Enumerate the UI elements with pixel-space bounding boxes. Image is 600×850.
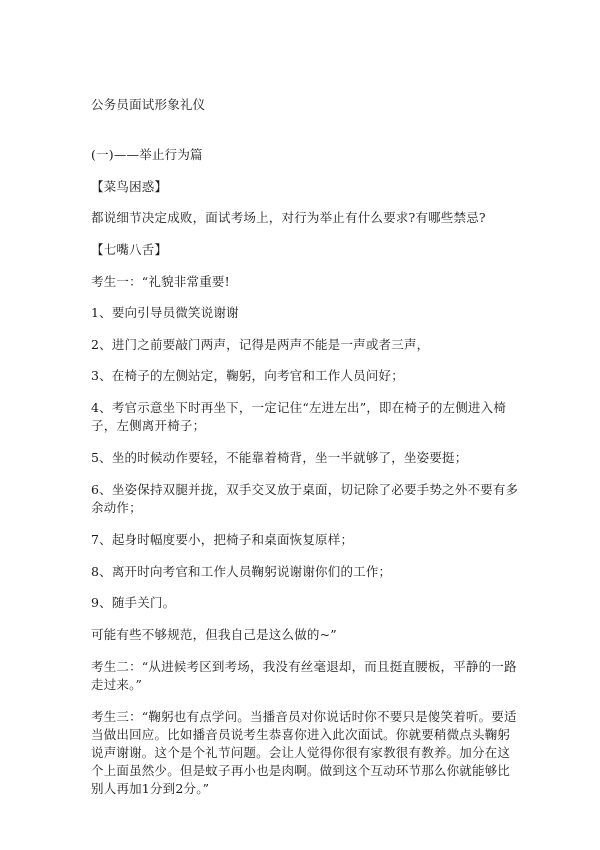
section-heading: (一)——举止行为篇 [91, 147, 203, 162]
question-paragraph: 都说细节决定成败，面试考场上，对行为举止有什么要求?有哪些禁忌? [91, 210, 486, 225]
list-item-6: 6、坐姿保持双腿并拢，双手交叉放于桌面，切记除了必要手势之外不要有多余动作； [91, 482, 519, 515]
candidate2-paragraph: 考生二：“从进候考区到考场，我没有丝毫退却，而且挺直腰板，平静的一路走过来。” [91, 659, 517, 692]
opinions-heading: 【七嘴八舌】 [91, 242, 168, 257]
list-item-2: 2、进门之前要敲门两声，记得是两声不能是一声或者三声， [91, 337, 430, 352]
list-item-4: 4、考官示意坐下时再坐下，一定记住“左进左出”，即在椅子的左侧进入椅子，左侧离开椅子； [91, 400, 507, 433]
list-item-5: 5、坐的时候动作要轻，不能靠着椅背，坐一半就够了，坐姿要挺； [91, 450, 468, 465]
confusion-heading: 【菜鸟困惑】 [91, 179, 168, 194]
list-item-7: 7、起身时幅度要小，把椅子和桌面恢复原样； [91, 532, 354, 547]
document-title: 公务员面试形象礼仪 [91, 97, 206, 112]
list-item-1: 1、要向引导员微笑说谢谢 [91, 305, 239, 320]
candidate1-outro: 可能有些不够规范，但我自己是这么做的~” [91, 627, 337, 642]
list-item-8: 8、离开时向考官和工作人员鞠躬说谢谢你们的工作； [91, 564, 392, 579]
candidate1-intro: 考生一：“礼貌非常重要! [91, 274, 230, 289]
list-item-9: 9、随手关门。 [91, 595, 176, 610]
list-item-3: 3、在椅子的左侧站定，鞠躬，向考官和工作人员问好； [91, 368, 404, 383]
candidate3-paragraph: 考生三：“鞠躬也有点学问。当播音员对你说话时你不要只是傻笑着听。要适当做出回应。比如播音员说考生恭喜你进入此次面试。你就要稍微点头鞠躬说声谢谢。这个是个礼节问题。会让人觉得你很有家教很有教养。加分在这个上面虽然少。但是蚊子再小也是肉啊。做到这个互动环节那么你就能够比别人再加1分到2分。” [91, 709, 517, 796]
